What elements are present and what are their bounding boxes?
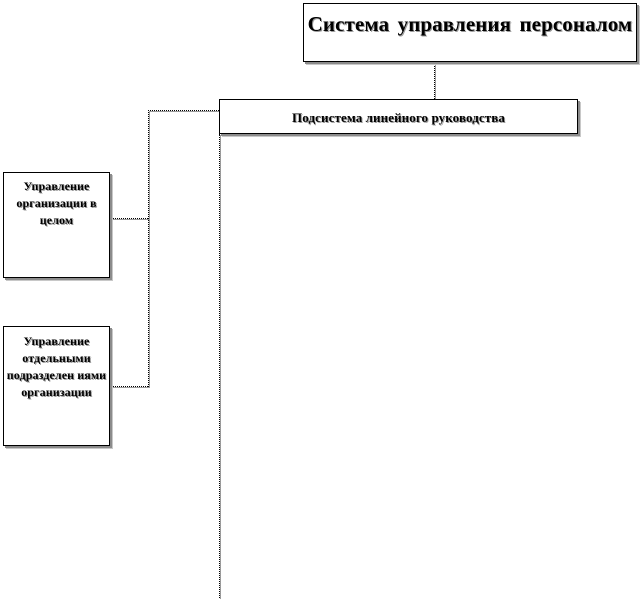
connector-subsystem-down [219,134,220,598]
child-node-label: Управление организации в целом [16,179,97,227]
child-node-departments [3,326,110,446]
connector-subsystem-left-branch [148,110,219,111]
connector-branch-trunk [148,110,149,387]
child-node-label: Управление отдельными подразделен иями организации [6,334,107,399]
subsystem-node-label: Подсистема линейного руководства [292,110,505,125]
connector-to-unit1 [110,218,148,219]
connector-root-to-subsystem [434,62,435,99]
root-node-label: Система управления персоналом [307,12,633,36]
root-node [303,3,637,62]
subsystem-node [219,99,578,134]
connector-to-unit2 [110,386,148,387]
child-node-organization [3,172,110,278]
